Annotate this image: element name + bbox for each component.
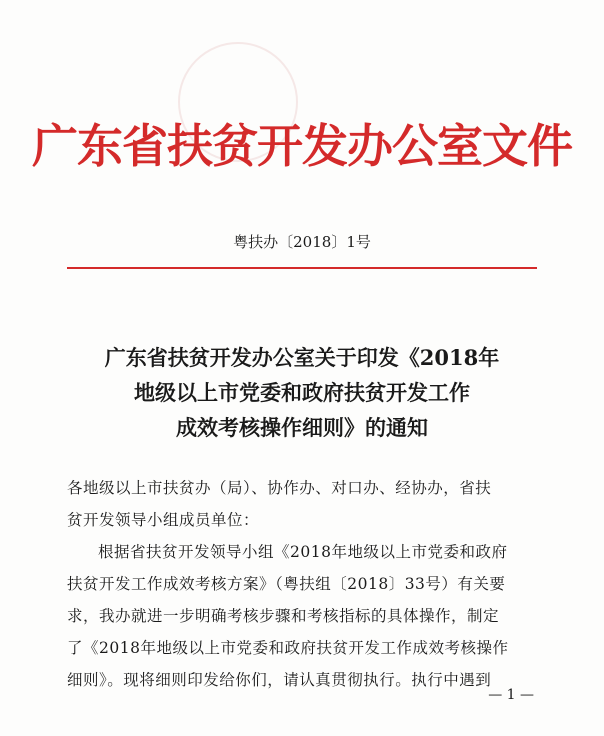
notice-body	[67, 472, 543, 696]
notice-title-line: 成效考核操作细则》的通知	[176, 415, 428, 440]
notice-title-line: 地级以上市党委和政府扶贫开发工作	[134, 380, 470, 405]
body-line-recipients: 贫开发领导小组成员单位：	[67, 511, 260, 529]
page-number: — 1 —	[488, 687, 534, 703]
body-line-recipients: 各地级以上市扶贫办（局）、协作办、对口办、经协办，省扶	[67, 479, 492, 497]
document-number: 粤扶办〔2018〕1号	[233, 233, 371, 251]
notice-title-line: 广东省扶贫开发办公室关于印发《2018年	[104, 345, 500, 370]
body-line-paragraph: 扶贫开发工作成效考核方案》（粤扶组〔2018〕33号）有关要	[67, 575, 506, 593]
body-line-paragraph: 根据省扶贫开发领导小组《2018年地级以上市党委和政府	[98, 543, 508, 561]
issuing-authority-header: 广东省扶贫开发办公室文件	[32, 119, 572, 173]
notice-title	[60, 340, 544, 445]
red-divider-line	[67, 267, 537, 269]
body-line-paragraph: 细则》。现将细则印发给你们，请认真贯彻执行。执行中遇到	[67, 671, 492, 689]
body-line-paragraph: 求，我办就进一步明确考核步骤和考核指标的具体操作，制定	[67, 607, 500, 625]
body-line-paragraph: 了《2018年地级以上市党委和政府扶贫开发工作成效考核操作	[67, 639, 509, 657]
